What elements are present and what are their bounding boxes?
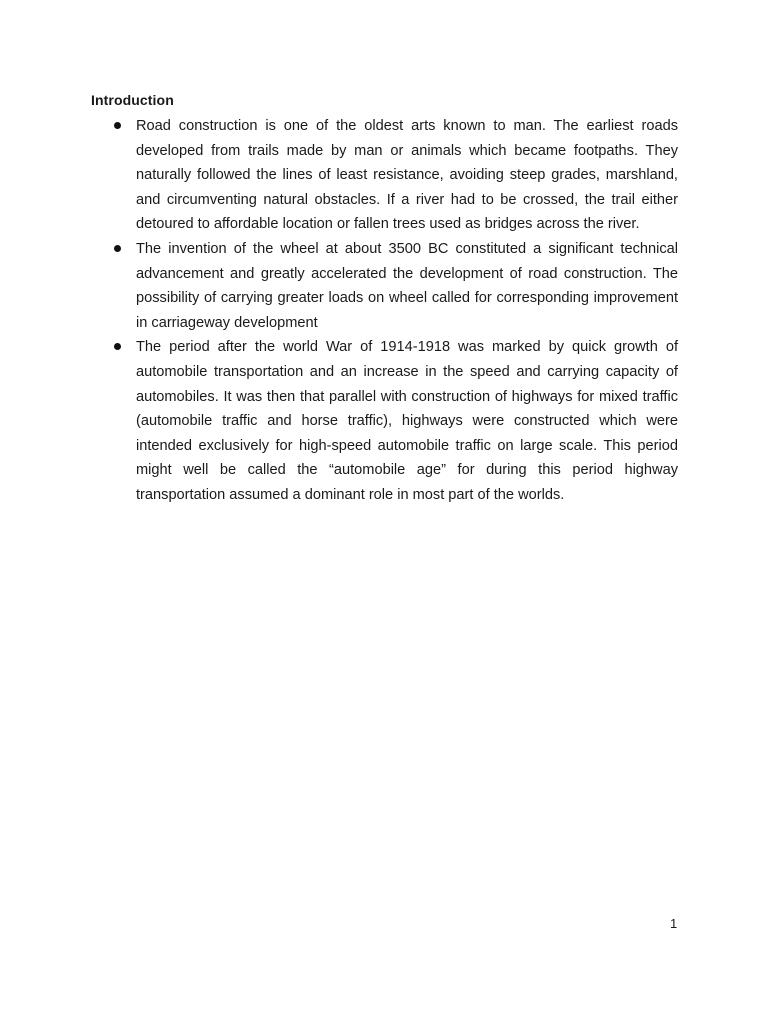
bullet-icon (114, 343, 121, 350)
bullet-icon (114, 122, 121, 129)
bullet-list (110, 114, 678, 508)
section-heading: Introduction (91, 92, 174, 108)
bullet-text: Road construction is one of the oldest arts known to man. The earliest roads developed from trails made by man or animals which became footpaths. They naturally followed the lines of least resistance, avoiding steep grades, marshland, and circumventing natural obstacles. If a river had to be crossed, the trail either detoured to affordable location or fallen trees used as bridges across the river. (136, 118, 678, 233)
page-number: 1 (670, 916, 678, 931)
bullet-text: The invention of the wheel at about 3500 BC constituted a significant technical advancement and greatly accelerated the development of road construction. The possibility of carrying greater loads on wheel called for corresponding improvement in carriageway development (136, 240, 678, 331)
list-item (110, 114, 678, 237)
list-item (110, 335, 678, 507)
bullet-text: The period after the world War of 1914-1918 was marked by quick growth of automobile transportation and an increase in the speed and carrying capacity of automobiles. It was then that parallel with construction of highways for mixed traffic (automobile traffic and horse traffic), highways were constructed which were intended exclusively for high-speed automobile traffic on large scale. This period might well be called the “automobile age” for during this period highway transportation assumed a dominant role in most part of the worlds. (136, 339, 678, 503)
list-item (110, 237, 678, 335)
bullet-icon (114, 245, 121, 252)
